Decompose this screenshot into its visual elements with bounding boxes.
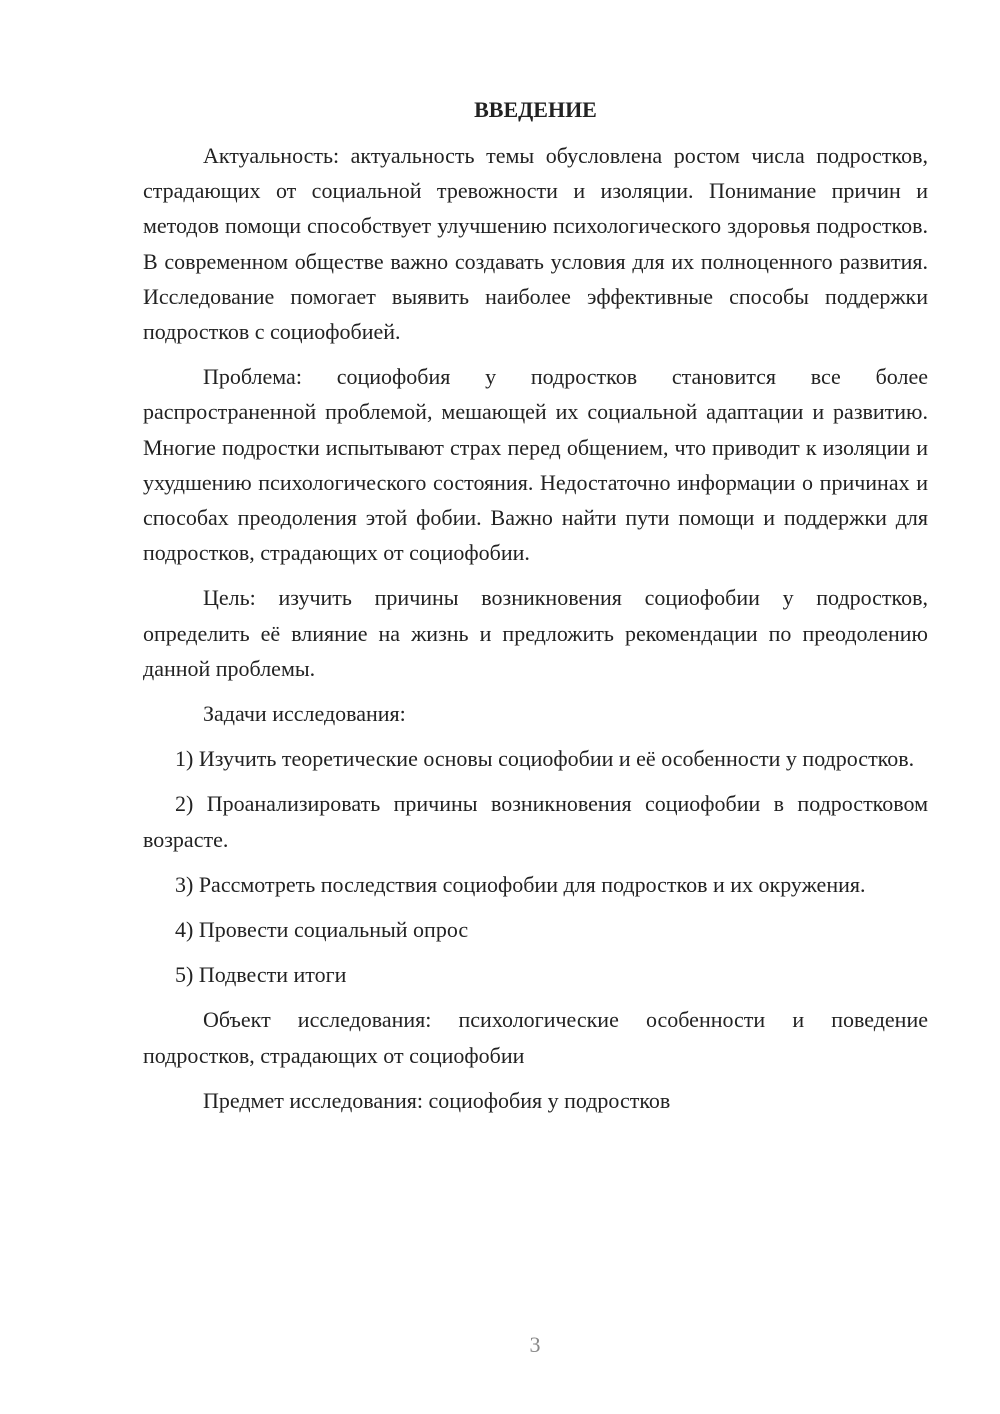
task-item-1: 1) Изучить теоретические основы социофобии и её особенности у подростков. [175,746,915,772]
relevance-paragraph: Актуальность: актуальность темы обусловлена ростом числа подростков, страдающих от социальной тревожности и изоляции. Понимание причин и методов помощи способствует улучшению психологического здоровья подростков. В современном обществе важно создавать условия для их полноценного развития. Исследование помогает выявить наиболее эффективные способы поддержки подростков с социофобией. [143,143,928,345]
problem-paragraph: Проблема: социофобия у подростков становится все более распространенной проблемой, мешающей их социальной адаптации и развитию. Многие подростки испытывают страх перед общением, что приводит к изоляции и ухудшению психологического состояния. Недостаточно информации о причинах и способах преодоления этой фобии. Важно найти пути помощи и поддержки для подростков, страдающих от социофобии. [143,364,928,566]
subject-paragraph: Предмет исследования: социофобия у подростков [203,1087,671,1113]
task-item-3: 3) Рассмотреть последствия социофобии для подростков и их окружения. [175,871,866,897]
document-body [143,92,928,1128]
object-paragraph: Объект исследования: психологические особенности и поведение подростков, страдающих от социофобии [143,1007,928,1068]
page-number: 3 [529,1332,541,1357]
task-item-4: 4) Провести социальный опрос [175,917,469,943]
task-item-5: 5) Подвести итоги [175,962,347,988]
section-heading: ВВЕДЕНИЕ [474,97,597,122]
goal-paragraph: Цель: изучить причины возникновения социофобии у подростков, определить её влияние на жизнь и предложить рекомендации по преодолению данной проблемы. [143,585,928,681]
tasks-heading: Задачи исследования: [203,701,406,727]
task-item-2: 2) Проанализировать причины возникновения социофобии в подростковом возрасте. [143,791,928,852]
